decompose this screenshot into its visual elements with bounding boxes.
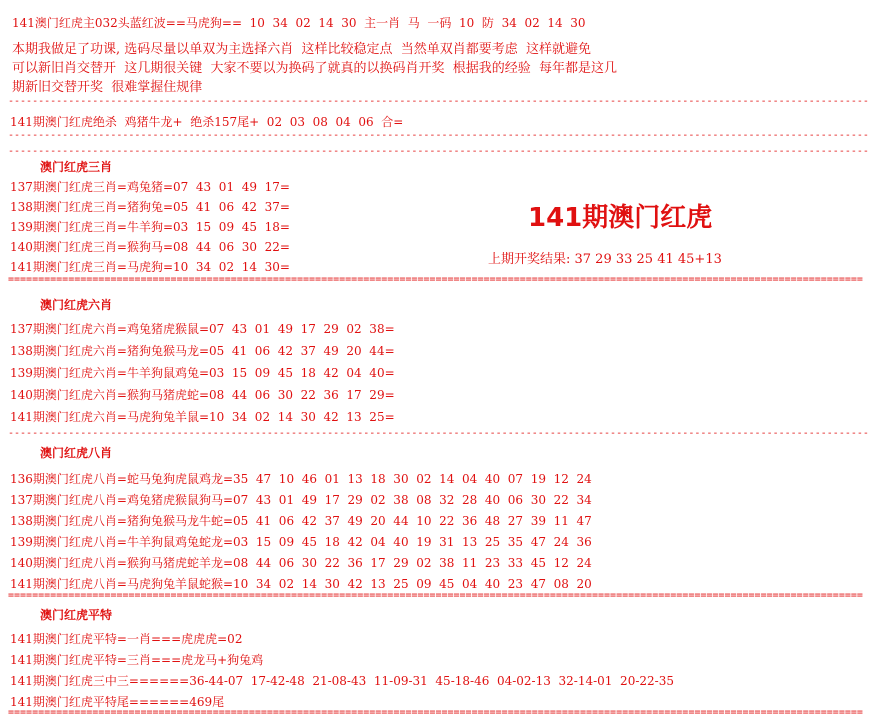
last-result: 上期开奖结果: 37 29 33 25 41 45+13 bbox=[488, 252, 722, 267]
section-title-6: 澳门红虎六肖 bbox=[40, 298, 113, 312]
list-item: 141期澳门红虎六肖=马虎狗兔羊鼠=10 34 02 14 30 42 13 25= bbox=[10, 410, 395, 424]
list-item: 139期澳门红虎六肖=牛羊狗鼠鸡兔=03 15 09 45 18 42 04 40= bbox=[10, 366, 395, 380]
page-title: 141期澳门红虎 bbox=[528, 203, 713, 233]
section-title-3: 澳门红虎三肖 bbox=[40, 160, 113, 174]
divider-dash: ----------------------------------------------------------------------------------------------------------------------------------------------- bbox=[8, 130, 869, 141]
list-item: 136期澳门红虎八肖=蛇马兔狗虎鼠鸡龙=35 47 10 46 01 13 18 30 02 14 04 40 07 19 12 24 bbox=[10, 472, 592, 486]
list-item: 138期澳门红虎八肖=猪狗兔猴马龙牛蛇=05 41 06 42 37 49 20 44 10 22 36 48 27 39 11 47 bbox=[10, 514, 592, 528]
list-item: 141期澳门红虎三中三======36-44-07 17-42-48 21-08-43 11-09-31 45-18-46 04-02-13 32-14-01 20-22-35 bbox=[10, 674, 674, 688]
list-item: 138期澳门红虎六肖=猪狗兔猴马龙=05 41 06 42 37 49 20 44= bbox=[10, 344, 395, 358]
list-item: 137期澳门红虎六肖=鸡兔猪虎猴鼠=07 43 01 49 17 29 02 38= bbox=[10, 322, 395, 336]
divider-dash: ----------------------------------------------------------------------------------------------------------------------------------------------- bbox=[8, 96, 869, 107]
list-item: 140期澳门红虎三肖=猴狗马=08 44 06 30 22= bbox=[10, 240, 290, 254]
divider-equals: ============================================================================================================================================== bbox=[8, 274, 863, 285]
list-item: 138期澳门红虎三肖=猪狗兔=05 41 06 42 37= bbox=[10, 200, 290, 214]
divider-dash: ----------------------------------------------------------------------------------------------------------------------------------------------- bbox=[8, 146, 869, 157]
list-item: 140期澳门红虎八肖=猴狗马猪虎蛇羊龙=08 44 06 30 22 36 17 29 02 38 11 23 33 45 12 24 bbox=[10, 556, 592, 570]
list-item: 141期澳门红虎平特尾======469尾 bbox=[10, 695, 225, 709]
divider-dash: ----------------------------------------------------------------------------------------------------------------------------------------------- bbox=[8, 428, 869, 439]
intro-note-line-1: 本期我做足了功课, 选码尽量以单双为主选择六肖 这样比较稳定点 当然单双肖都要考虑 这样就避免 bbox=[12, 42, 592, 57]
section-title-pingte: 澳门红虎平特 bbox=[40, 608, 113, 622]
list-item: 141期澳门红虎平特=一肖===虎虎虎=02 bbox=[10, 632, 243, 646]
list-item: 139期澳门红虎八肖=牛羊狗鼠鸡兔蛇龙=03 15 09 45 18 42 04 40 19 31 13 25 35 47 24 36 bbox=[10, 535, 592, 549]
list-item: 141期澳门红虎三肖=马虎狗=10 34 02 14 30= bbox=[10, 260, 290, 274]
list-item: 141期澳门红虎八肖=马虎狗兔羊鼠蛇猴=10 34 02 14 30 42 13 25 09 45 04 40 23 47 08 20 bbox=[10, 577, 592, 591]
section-title-8: 澳门红虎八肖 bbox=[40, 446, 113, 460]
list-item: 141期澳门红虎平特=三肖===虎龙马+狗兔鸡 bbox=[10, 653, 264, 667]
juesha-line: 141期澳门红虎绝杀 鸡猪牛龙+ 绝杀157尾+ 02 03 08 04 06 合= bbox=[10, 115, 404, 129]
intro-note-line-2: 可以新旧肖交替开 这几期很关键 大家不要以为换码了就真的以换码肖开奖 根据我的经验 每年都是这几 bbox=[12, 61, 618, 76]
list-item: 137期澳门红虎八肖=鸡兔猪虎猴鼠狗马=07 43 01 49 17 29 02 38 08 32 28 40 06 30 22 34 bbox=[10, 493, 592, 507]
list-item: 137期澳门红虎三肖=鸡兔猪=07 43 01 49 17= bbox=[10, 180, 290, 194]
header-line: 141澳门红虎主032头蓝红波==马虎狗== 10 34 02 14 30 主一肖 马 一码 10 防 34 02 14 30 bbox=[12, 16, 586, 30]
divider-equals: ============================================================================================================================================== bbox=[8, 707, 863, 718]
intro-note-line-3: 期新旧交替开奖 很难掌握住规律 bbox=[12, 80, 203, 95]
divider-equals: ============================================================================================================================================== bbox=[8, 590, 863, 601]
list-item: 140期澳门红虎六肖=猴狗马猪虎蛇=08 44 06 30 22 36 17 29= bbox=[10, 388, 395, 402]
list-item: 139期澳门红虎三肖=牛羊狗=03 15 09 45 18= bbox=[10, 220, 290, 234]
